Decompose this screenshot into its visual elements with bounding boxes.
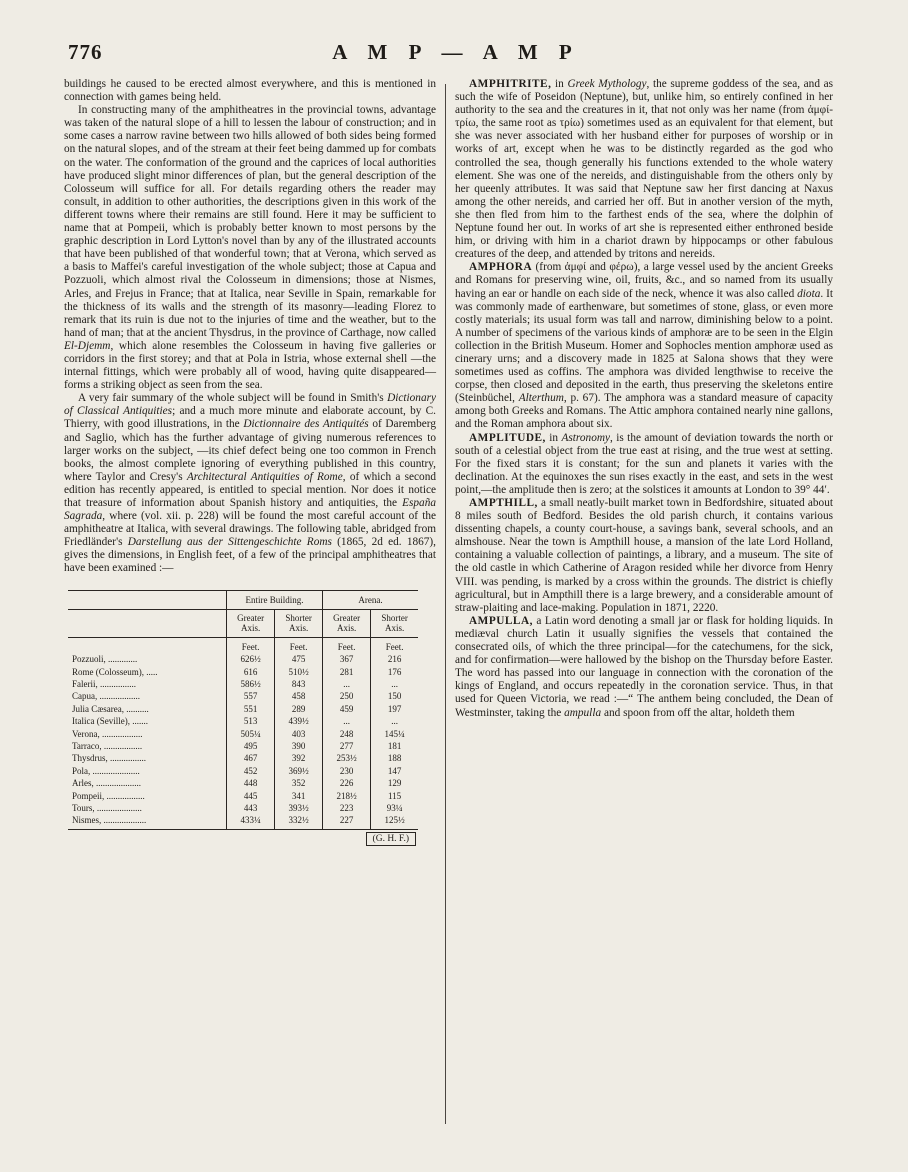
arena-shorter-cell: 181 bbox=[371, 740, 418, 752]
place-name-cell: Verona, .................. bbox=[72, 728, 143, 739]
entire-greater-cell: 433¼ bbox=[227, 814, 275, 829]
header-shorter-axis: Shorter Axis. bbox=[275, 609, 323, 637]
page-header bbox=[68, 40, 844, 68]
entire-shorter-cell: 439½ bbox=[275, 715, 323, 727]
header-arena: Arena. bbox=[322, 590, 418, 609]
entire-shorter-cell: 843 bbox=[275, 678, 323, 690]
arena-shorter-cell: 129 bbox=[371, 777, 418, 789]
arena-greater-cell: 230 bbox=[322, 765, 370, 777]
entire-shorter-cell: 458 bbox=[275, 690, 323, 702]
right-column bbox=[455, 78, 833, 720]
place-name-cell: Tarraco, ................. bbox=[72, 741, 143, 752]
place-name-cell: Capua, .................. bbox=[72, 691, 140, 702]
arena-greater-cell: 227 bbox=[322, 814, 370, 829]
entire-greater-cell: 616 bbox=[227, 666, 275, 678]
entry-amphora: AMPHORA (from ἀμφί and φέρω), a large vessel used by the ancient Greeks and Romans for preserving wine, oil, fruits, &c., and so named from its usually having an ear or handle on each side of the neck, whence it was also called diota. It was commonly made of earthenware, but sometimes of stone, glass, or even more costly materials; its usual form was tall and narrow, diminishing below to a point. A number of specimens of the various kinds of amphoræ are to be seen in the Elgin collection in the British Museum. Homer and Sophocles mention amphoræ used as cinerary urns; and a discovery made in 1825 at Salona shows that they were sometimes used as coffins. The amphora was divided lengthwise to receive the corpse, then closed and deposited in the earth, thus preserving the skeletons entire (Steinbüchel, Alterthum, p. 67). The amphora was a standard measure of capacity among both Greeks and Romans. The Attic amphora contained nearly nine gallons, and the Roman amphora about six. bbox=[455, 261, 834, 431]
table-row bbox=[68, 653, 418, 665]
arena-shorter-cell: 93¼ bbox=[371, 802, 418, 814]
table-row bbox=[68, 777, 418, 789]
arena-greater-cell: 250 bbox=[322, 690, 370, 702]
entire-shorter-cell: 289 bbox=[275, 703, 323, 715]
place-name-cell: Falerii, ................ bbox=[72, 679, 136, 689]
table-row bbox=[68, 703, 418, 715]
entire-greater-cell: 467 bbox=[227, 752, 275, 764]
arena-shorter-cell: 150 bbox=[371, 690, 418, 702]
entire-greater-cell: 445 bbox=[227, 790, 275, 802]
arena-shorter-cell: 188 bbox=[371, 752, 418, 764]
arena-greater-cell: 277 bbox=[322, 740, 370, 752]
arena-shorter-cell: ... bbox=[371, 678, 418, 690]
entry-amplitude: AMPLITUDE, in Astronomy, is the amount of deviation towards the north or south of a celestial object from the true east at rising, and the true west at setting. For the fixed stars it is constant; for the sun and planets it varies with the declination. At the equinoxes the sun rises exactly in the east, and sets in the west point,—the amplitude then is zero; at the solstices it amounts at London to 39° 44′. bbox=[455, 431, 833, 496]
entire-shorter-cell: 390 bbox=[275, 740, 323, 752]
place-name-cell: Arles, .................... bbox=[72, 778, 141, 789]
place-name-cell: Nismes, ................... bbox=[68, 814, 227, 829]
table-row bbox=[68, 814, 418, 829]
table-row bbox=[68, 802, 418, 814]
arena-greater-cell: 218½ bbox=[322, 790, 370, 802]
entire-greater-cell: 513 bbox=[227, 715, 275, 727]
arena-greater-cell: 248 bbox=[322, 728, 370, 740]
paragraph: buildings he caused to be erected almost everywhere, and this is mentioned in connection with games being held. bbox=[64, 78, 436, 104]
table-row bbox=[68, 678, 418, 690]
arena-shorter-cell: 115 bbox=[371, 790, 418, 802]
entire-greater-cell: 448 bbox=[227, 777, 275, 789]
place-name-cell: Thysdrus, ................ bbox=[72, 753, 146, 764]
author-signature: (G. H. F.) bbox=[64, 833, 436, 846]
unit-label: Feet. bbox=[227, 637, 275, 653]
table-corner bbox=[68, 590, 227, 609]
paragraph: In constructing many of the amphitheatres in the provincial towns, advantage was taken of the natural slope of a hill to lessen the labour of construction; and in some cases a narrow ravine between two hills allowed of both sides being formed on the natural slopes, and of the stream at their feet being dammed up for combats on the water. The conformation of the ground and the caprices of local authorities have produced slight minor differences of plan, but the general description of the Colosseum will suffice for all. For details regarding others the reader may consult, in addition to other authorities, the descriptions given in this work of the different towns where their remains are still found. Here it may be sufficient to name that at Pompeii, which is probably better known to most persons by the graphic description in Lord Lytton's novel than by any of the illustrated accounts that have been published of that wonderful town; that at Verona, which served as a basis to Maffei's careful investigation of the whole subject; those at Capua and Pozzuoli, which almost rival the Colosseum in dimensions; those at Nismes, Arles, and Frejus in France; that at Italica, near Seville in Spain, remarkable for the thickness of its walls and the strength of its masonry—leading Florez to remark that its ruin is due not to the injuries of time and the weather, but to the hand of man; that at the ancient Thysdrus, in the province of Carthage, now called El-Djemm, which alone resembles the Colosseum in having five galleries or corridors in the first storey; and that at Pola in Istria, whose external shell —the internal fittings, which were probably all of wood, having quite disappeared—forms a striking object as seen from the sea. bbox=[64, 104, 436, 392]
arena-greater-cell: 226 bbox=[322, 777, 370, 789]
table-corner bbox=[68, 609, 227, 637]
table-row bbox=[68, 666, 418, 678]
entire-greater-cell: 626½ bbox=[227, 653, 275, 665]
arena-shorter-cell: 125½ bbox=[371, 814, 418, 829]
arena-greater-cell: 281 bbox=[322, 666, 370, 678]
entire-shorter-cell: 332½ bbox=[275, 814, 323, 829]
arena-shorter-cell: ... bbox=[371, 715, 418, 727]
running-head: A M P — A M P bbox=[332, 40, 580, 64]
entire-greater-cell: 586½ bbox=[227, 678, 275, 690]
place-name-cell: Rome (Colosseum), ..... bbox=[72, 666, 158, 677]
page-number: 776 bbox=[68, 40, 103, 64]
table-row bbox=[68, 690, 418, 702]
place-name-cell: Pola, ..................... bbox=[72, 765, 140, 776]
entire-greater-cell: 551 bbox=[227, 703, 275, 715]
place-name-cell: Pozzuoli, ............. bbox=[72, 654, 138, 665]
entire-shorter-cell: 341 bbox=[275, 790, 323, 802]
arena-greater-cell: 223 bbox=[322, 802, 370, 814]
arena-shorter-cell: 197 bbox=[371, 703, 418, 715]
table-row bbox=[68, 715, 418, 727]
unit-label: Feet. bbox=[371, 637, 418, 653]
left-column bbox=[64, 78, 436, 846]
unit-label: Feet. bbox=[322, 637, 370, 653]
arena-greater-cell: 459 bbox=[322, 703, 370, 715]
entire-shorter-cell: 403 bbox=[275, 728, 323, 740]
arena-greater-cell: ... bbox=[322, 678, 370, 690]
arena-greater-cell: ... bbox=[322, 715, 370, 727]
entire-greater-cell: 505¼ bbox=[227, 728, 275, 740]
place-name-cell: Tours, .................... bbox=[72, 803, 142, 814]
place-name-cell: Julia Cæsarea, .......... bbox=[72, 703, 149, 714]
entire-shorter-cell: 392 bbox=[275, 752, 323, 764]
arena-greater-cell: 253½ bbox=[322, 752, 370, 764]
entire-shorter-cell: 369½ bbox=[275, 765, 323, 777]
header-greater-axis: Greater Axis. bbox=[322, 609, 370, 637]
arena-shorter-cell: 145¼ bbox=[371, 728, 418, 740]
entry-amphitrite: AMPHITRITE, in Greek Mythology, the supreme goddess of the sea, and as such the wife of Poseidon (Neptune), but, unlike him, so entirely confined in her authority to the sea and the creatures in it, that not only was her name (from ἀμφί-τρίω, the same root as τρίω) sometimes used as an equivalent for that element, but she was never associated with her husband either for purposes of worship or in works of art, except when he was to be distinctly regarded as the god who controlled the sea, though generally his functions extended to the whole watery element. She was one of the nereids, and distinguishable from the others only by her queenly attributes. It was said that Neptune saw her first dancing at Naxus among the other nereids, and carried her off. But in another version of the myth, she then fled from him to the farthest ends of the sea, where the dolphin of Neptune found her out. In works of art she is represented either enthroned beside him, or driving with him in a chariot drawn by hippocamps or other fabulous creatures of the deep, and attended by tritons and nereids. bbox=[455, 78, 833, 261]
entire-greater-cell: 452 bbox=[227, 765, 275, 777]
header-shorter-axis: Shorter Axis. bbox=[371, 609, 418, 637]
table-row bbox=[68, 728, 418, 740]
place-name-cell: Italica (Seville), ....... bbox=[72, 716, 148, 727]
arena-shorter-cell: 176 bbox=[371, 666, 418, 678]
entire-shorter-cell: 475 bbox=[275, 653, 323, 665]
entire-shorter-cell: 393½ bbox=[275, 802, 323, 814]
paragraph: A very fair summary of the whole subject will be found in Smith's Dictionary of Classical Antiquities; and a much more minute and elaborate account, by C. Thierry, with good illustrations, in the Dictionnaire des Antiquités of Daremberg and Saglio, which has the further advantage of giving numerous references to larger works on the subject, —its chief defect being one too common in French books, the almost complete ignoring of everything published in this country, where Taylor and Cresy's Architectural Antiquities of Rome, of which a second edition has recently appeared, is entitled to special mention. Nor does it notice that treasure of information about Spanish history and antiquities, the España Sagrada, where (vol. xii. p. 228) will be found the most careful account of the amphitheatre at Italica, with several drawings. The following table, abridged from Friedländer's Darstellung aus der Sittengeschichte Roms (1865, 2d ed. 1867), gives the dimensions, in English feet, of a few of the principal amphitheatres that have been examined :— bbox=[64, 392, 437, 575]
arena-shorter-cell: 147 bbox=[371, 765, 418, 777]
unit-label: Feet. bbox=[275, 637, 323, 653]
place-name-cell: Pompeii, ................. bbox=[72, 790, 145, 801]
entire-greater-cell: 443 bbox=[227, 802, 275, 814]
entry-ampthill: AMPTHILL, a small neatly-built market town in Bedfordshire, situated about 8 miles south of Bedford. Besides the old parish church, it contains various dissenting chapels, a county court-house, a savings bank, several schools, and an almshouse. Near the town is Ampthill house, a mansion of the late Lord Holland, containing a valuable collection of paintings, a library, and a museum. The site of the old castle in which Catherine of Aragon resided while her divorce from Henry VIII. was pending, is marked by a cross within the grounds. The district is chiefly agricultural, but in Ampthill there is a large brewery, and a considerable amount of straw-plaiting and lace-making. Population in 1871, 2220. bbox=[455, 497, 833, 614]
column-divider bbox=[445, 84, 446, 1124]
arena-greater-cell: 367 bbox=[322, 653, 370, 665]
header-greater-axis: Greater Axis. bbox=[227, 609, 275, 637]
amphitheatre-dimensions-table bbox=[68, 590, 418, 830]
entire-shorter-cell: 352 bbox=[275, 777, 323, 789]
header-entire-building: Entire Building. bbox=[227, 590, 323, 609]
entire-greater-cell: 495 bbox=[227, 740, 275, 752]
entire-greater-cell: 557 bbox=[227, 690, 275, 702]
arena-shorter-cell: 216 bbox=[371, 653, 418, 665]
table-row bbox=[68, 765, 418, 777]
entire-shorter-cell: 510½ bbox=[275, 666, 323, 678]
table-row bbox=[68, 740, 418, 752]
entry-ampulla: AMPULLA, a Latin word denoting a small jar or flask for holding liquids. In mediæval church Latin it usually signifies the vessels that contained the consecrated oils, of which the three principal—for the catechumens, for the sick, and for confirmation—were hallowed by the bishop on the Thursday before Easter. The word has passed into our language in connection with the coronation of the kings of England, and occurs repeatedly in the coronation service. Thus, in that used for Queen Victoria, we read :—“ The anthem being concluded, the Dean of Westminster, taking the ampulla and spoon from off the altar, holdeth them bbox=[455, 614, 834, 719]
table-row bbox=[68, 752, 418, 764]
table-row bbox=[68, 790, 418, 802]
